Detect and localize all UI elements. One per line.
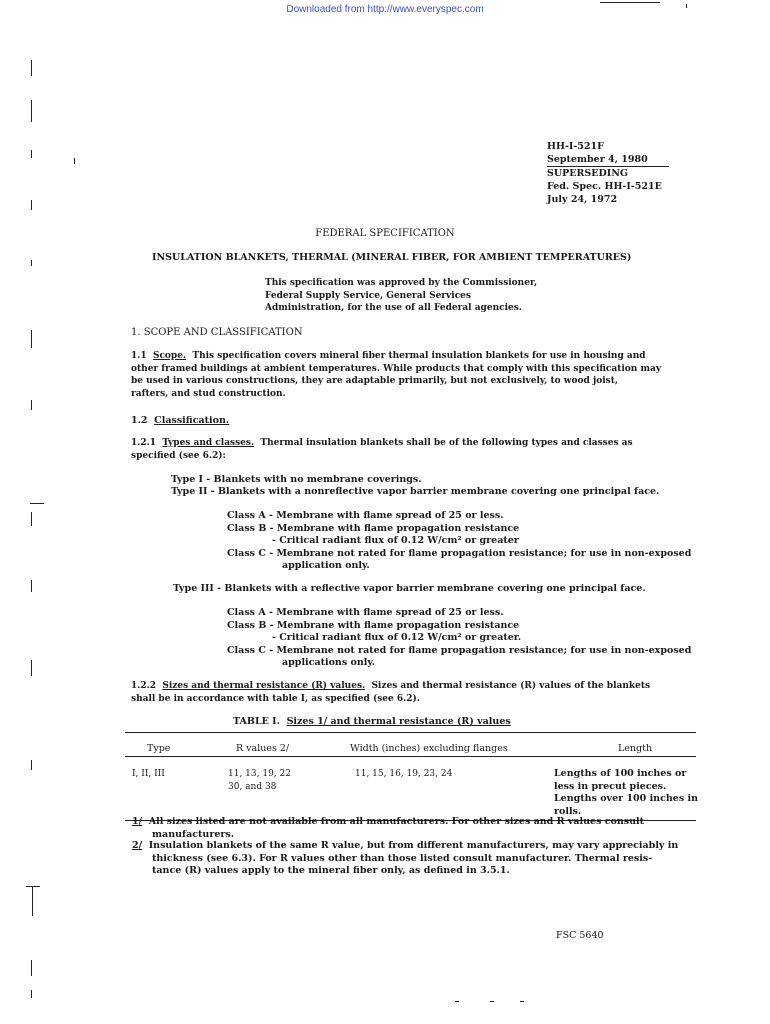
class-c-item: Class C - Membrane not rated for flame propagation resistance; for use in non-exposed <box>227 644 692 656</box>
paragraph-heading: Sizes and thermal resistance (R) values. <box>162 681 366 691</box>
paragraph-1-2 <box>131 415 229 428</box>
paragraph-text: be used in various constructions, they are adaptable primarily, but not exclusively, to wood joist, <box>131 376 619 386</box>
paragraph-number: 1.2 <box>131 415 148 426</box>
cell-r-values <box>228 768 291 794</box>
superseded-spec: Fed. Spec. HH-I-521E <box>547 181 662 192</box>
paragraph-text: rafters, and stud construction. <box>131 388 286 399</box>
footnote-text: tance (R) values apply to the mineral fiber only, as defined in 3.5.1. <box>152 865 510 876</box>
table-header-width: Width (inches) excluding flanges <box>350 743 508 754</box>
class-b-detail: - Critical radiant flux of 0.12 W/cm² or greater <box>272 535 519 546</box>
footnote-mark: 2/ <box>132 840 143 851</box>
class-b-detail: - Critical radiant flux of 0.12 W/cm² or greater. <box>272 632 522 643</box>
cell-line: less in precut pieces. <box>554 780 667 792</box>
class-a-item: Class A - Membrane with flame spread of 25 or less. <box>227 607 504 618</box>
type-2-classes <box>227 510 691 573</box>
type-3-item: Type III - Blankets with a reflective vapor barrier membrane covering one principal face. <box>173 583 646 594</box>
table-number: TABLE I. <box>233 716 280 727</box>
table-header-rule <box>125 756 696 757</box>
cell-line: 30, and 38 <box>228 782 277 792</box>
superseding-label: SUPERSEDING <box>547 168 629 179</box>
type-3-classes <box>227 607 691 670</box>
footnote-text: All sizes listed are not available from all manufacturers. For other sizes and R values consult <box>148 816 645 827</box>
document-title: INSULATION BLANKETS, THERMAL (MINERAL FIBER, FOR AMBIENT TEMPERATURES) <box>152 252 632 263</box>
footnote-2 <box>132 840 678 878</box>
paragraph-1-2-2 <box>131 680 696 705</box>
fsc-code: FSC 5640 <box>556 930 604 941</box>
spec-number: HH-I-521F <box>547 141 604 152</box>
cell-line: 11, 13, 19, 22 <box>228 769 291 779</box>
table-header-r-values: R values 2/ <box>236 743 290 754</box>
class-c-detail: application only. <box>282 560 370 571</box>
class-c-item: Class C - Membrane not rated for flame propagation resistance; for use in non-exposed <box>227 547 692 559</box>
table-title <box>233 716 511 729</box>
download-source-link[interactable]: Downloaded from http://www.everyspec.com <box>286 4 484 15</box>
approval-statement <box>265 277 595 315</box>
paragraph-heading: Types and classes. <box>162 438 255 448</box>
paragraph-text: Sizes and thermal resistance (R) values of the blankets <box>371 681 651 691</box>
paragraph-text: other framed buildings at ambient temperatures. While products that comply with this specification may <box>131 363 662 374</box>
approval-line: Federal Supply Service, General Services <box>265 290 471 301</box>
cell-type: I, II, III <box>132 769 165 779</box>
footnote-1 <box>132 816 644 841</box>
cell-width: 11, 15, 16, 19, 23, 24 <box>355 769 453 779</box>
section-1-heading: 1. SCOPE AND CLASSIFICATION <box>131 327 303 338</box>
footnote-text: Insulation blankets of the same R value, but from different manufacturers, may vary appreciably in <box>148 840 679 851</box>
table-caption: Sizes 1/ and thermal resistance (R) values <box>286 716 511 727</box>
approval-line: This specification was approved by the Commissioner, <box>265 278 538 288</box>
cell-line: Lengths of 100 inches or <box>554 768 687 779</box>
cell-line: Lengths over 100 inches in <box>554 793 698 804</box>
footnote-mark: 1/ <box>132 816 143 827</box>
document-heading: FEDERAL SPECIFICATION <box>315 228 455 239</box>
type-1-item: Type I - Blankets with no membrane coverings. <box>171 474 422 485</box>
class-b-item: Class B - Membrane with flame propagation resistance <box>227 522 520 534</box>
footnote-text: thickness (see 6.3). For R values other than those listed consult manufacturer. Thermal resis- <box>152 852 653 864</box>
cell-line: rolls. <box>554 805 582 817</box>
class-b-item: Class B - Membrane with flame propagation resistance <box>227 619 520 631</box>
type-2-item: Type II - Blankets with a nonreflective vapor barrier membrane covering one principal face. <box>171 486 660 497</box>
paragraph-text: Thermal insulation blankets shall be of the following types and classes as <box>260 438 633 448</box>
paragraph-1-1 <box>131 350 696 400</box>
approval-line: Administration, for the use of all Federal agencies. <box>265 303 522 313</box>
paragraph-number: 1.2.2 <box>131 681 157 691</box>
paragraph-text: shall be in accordance with table I, as specified (see 6.2). <box>131 693 420 704</box>
paragraph-1-2-1 <box>131 437 696 462</box>
document-id-block <box>547 140 687 206</box>
class-a-item: Class A - Membrane with flame spread of 25 or less. <box>227 510 504 521</box>
table-top-rule <box>125 732 696 733</box>
superseded-date: July 24, 1972 <box>547 194 618 205</box>
paragraph-heading: Classification. <box>154 415 230 426</box>
paragraph-text: specified (see 6.2): <box>131 450 226 461</box>
paragraph-heading: Scope. <box>152 351 187 361</box>
cell-length <box>554 768 704 818</box>
paragraph-text: This specification covers mineral fiber thermal insulation blankets for use in housing and <box>192 351 646 361</box>
paragraph-number: 1.2.1 <box>131 438 157 448</box>
footnote-text: manufacturers. <box>152 828 235 840</box>
table-header-length: Length <box>618 743 653 754</box>
class-c-detail: applications only. <box>282 657 376 668</box>
paragraph-number: 1.1 <box>131 351 147 361</box>
table-header-type: Type <box>147 743 171 754</box>
spec-date: September 4, 1980 <box>547 153 669 167</box>
